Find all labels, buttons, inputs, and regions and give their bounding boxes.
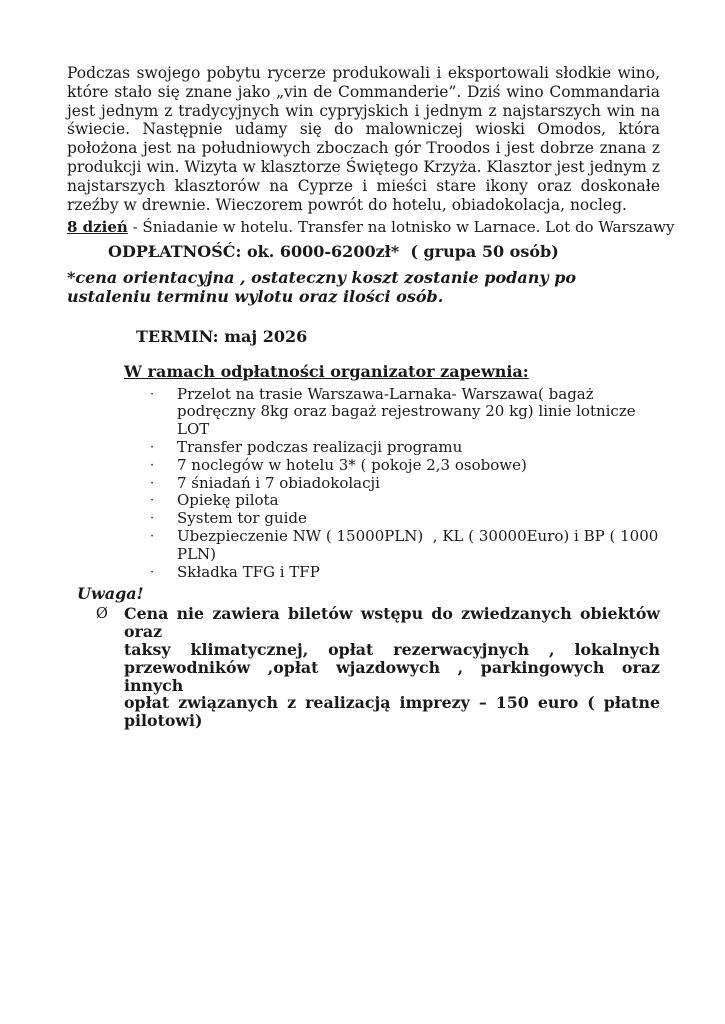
- list-item: [150, 510, 660, 528]
- notice-line: taksy klimatycznej, opłat rezerwacyjnych , lokalnych: [124, 639, 660, 659]
- includes-list: [67, 384, 664, 582]
- day8-text: - Śniadanie w hotelu. Transfer na lotnisko w Larnace. Lot do Warszawy: [127, 218, 675, 237]
- list-item-text: Opiekę pilota: [177, 491, 279, 510]
- list-item-text: 7 śniadań i 7 obiadokolacji: [177, 473, 380, 492]
- bullet-dot-icon: ·: [150, 439, 155, 455]
- list-item-text: Składka TFG i TFP: [177, 562, 320, 581]
- notice-line: Cena nie zawiera biletów wstępu do zwiedzanych obiektów oraz: [124, 604, 660, 642]
- intro-paragraph: Podczas swojego pobytu rycerze produkowali i eksportowali słodkie wino, które stało się znane jako „vin de Commanderie”. Dziś wino Commandaria jest jednym z tradycyjnych win cypryjskich i jednym z najstarszych win na świecie. Następnie udamy się do malowniczej wioski Omodos, która położona jest na południowych zboczach gór Troodos i jest dobrze znana z produkcji win. Wizyta w klasztorze Świętego Krzyża. Klasztor jest jednym z najstarszych klasztorów na Cyprze i mieści stare ikony oraz doskonałe rzeźby w drewnie. Wieczorem powrót do hotelu, obiadokolacja, nocleg.: [67, 64, 660, 214]
- day8-label: 8 dzień: [67, 218, 128, 237]
- price-note: *cena orientacyjna , ostateczny koszt zostanie podany po ustaleniu terminu wylotu oraz ilości osób.: [67, 267, 577, 306]
- list-item: [150, 439, 660, 457]
- list-item-text: Transfer podczas realizacji programu: [177, 437, 463, 456]
- list-item-text: Przelot na trasie Warszawa-Larnaka- Warszawa( bagaż podręczny 8kg oraz bagaż rejestrowany 20 kg) linie lotnicze LOT: [177, 384, 641, 439]
- notice-item: [67, 605, 660, 730]
- bullet-dot-icon: ·: [150, 386, 155, 402]
- list-item-text: Ubezpieczenie NW ( 15000PLN) , KL ( 30000Euro) i BP ( 1000 PLN): [177, 526, 664, 563]
- list-item: [150, 492, 660, 510]
- day8-line: [67, 218, 675, 237]
- arrow-bullet-icon: Ø: [96, 606, 108, 623]
- list-item: [150, 564, 660, 582]
- list-item: [150, 386, 660, 439]
- bullet-dot-icon: ·: [150, 493, 155, 509]
- list-item-text: 7 noclegów w hotelu 3* ( pokoje 2,3 osobowe): [177, 455, 527, 474]
- list-item: [150, 526, 664, 564]
- notice-line: opłat związanych z realizacją imprezy – 150 euro ( płatne: [124, 693, 660, 713]
- bullet-dot-icon: ·: [150, 457, 155, 473]
- notice-line: pilotowi): [124, 711, 203, 731]
- includes-heading: W ramach odpłatności organizator zapewnia:: [124, 361, 529, 381]
- bullet-dot-icon: ·: [150, 475, 155, 491]
- list-item: [150, 457, 660, 475]
- bullet-dot-icon: ·: [150, 564, 155, 580]
- payment-line: ODPŁATNOŚĆ: ok. 6000-6200zł* ( grupa 50 osób): [108, 242, 559, 262]
- notice-text: [124, 605, 660, 730]
- bullet-dot-icon: ·: [150, 511, 155, 527]
- notice-heading: Uwaga!: [77, 584, 144, 604]
- notice-line: przewodników ,opłat wjazdowych , parkingowych oraz innych: [124, 657, 660, 695]
- list-item-text: System tor guide: [177, 509, 307, 528]
- term-line: TERMIN: maj 2026: [136, 326, 308, 346]
- list-item: [150, 475, 660, 493]
- bullet-dot-icon: ·: [150, 528, 155, 544]
